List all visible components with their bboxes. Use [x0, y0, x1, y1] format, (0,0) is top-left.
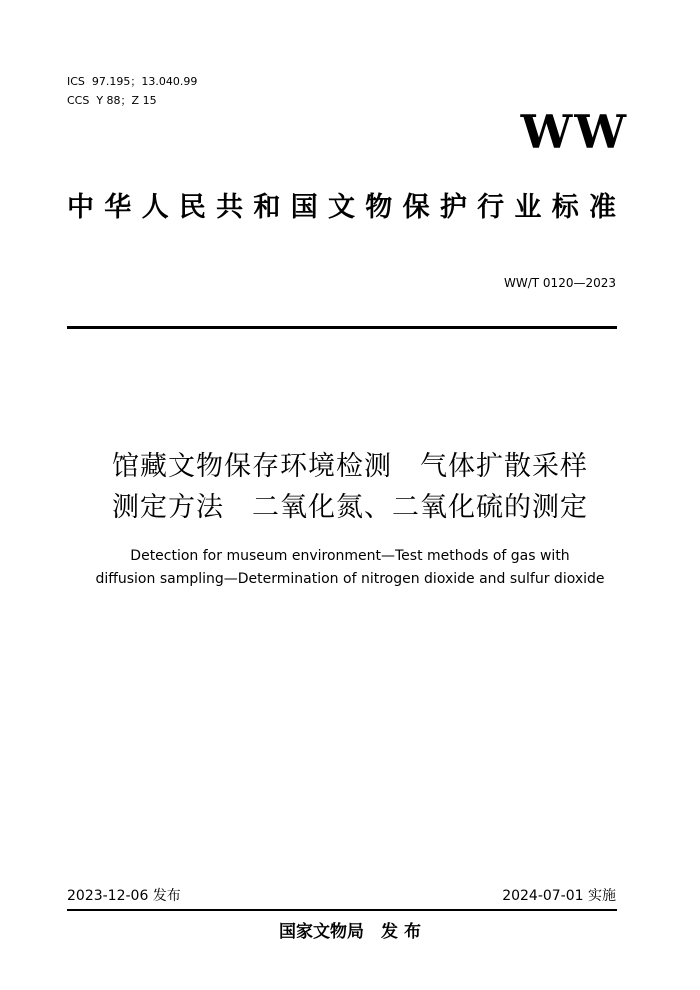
english-title-line-1: Detection for museum environment—Test methods of gas with — [130, 548, 570, 564]
effective-date: 2024-07-01 实施 — [502, 888, 616, 904]
chinese-title — [40, 446, 660, 528]
ww-logo: WW — [520, 105, 628, 159]
top-rule — [67, 326, 617, 329]
issuer: 国家文物局 发 布 — [279, 922, 421, 942]
chinese-title-line-2: 测定方法 二氧化氮、二氧化硫的测定 — [112, 492, 588, 523]
organization-title: 中华人民共和国文物保护行业标准 — [67, 192, 617, 223]
ics-code: ICS 97.195；13.040.99 — [67, 75, 198, 88]
chinese-title-line-1: 馆藏文物保存环境检测 气体扩散采样 — [112, 451, 588, 482]
ccs-code: CCS Y 88；Z 15 — [67, 94, 157, 107]
standard-number: WW/T 0120—2023 — [504, 276, 616, 290]
bottom-rule — [67, 909, 617, 911]
english-title — [40, 545, 660, 591]
publish-date: 2023-12-06 发布 — [67, 888, 181, 904]
english-title-line-2: diffusion sampling—Determination of nitrogen dioxide and sulfur dioxide — [95, 571, 605, 587]
